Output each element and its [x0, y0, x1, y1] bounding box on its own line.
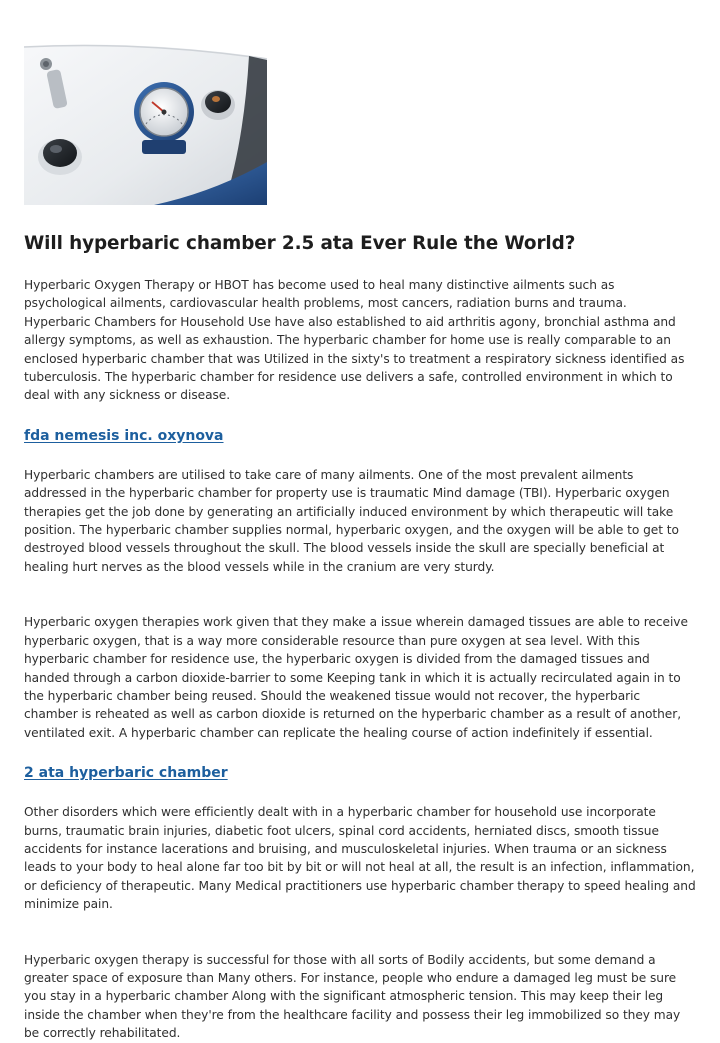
article-title: Will hyperbaric chamber 2.5 ata Ever Rule the World? [24, 233, 576, 254]
link-fda-nemesis[interactable]: fda nemesis inc. oxynova [24, 427, 224, 444]
photo-illustration [24, 42, 267, 205]
article [24, 42, 696, 1043]
paragraph-3: Hyperbaric oxygen therapies work given that they make a issue wherein damaged tissues are able to receive hyperbaric oxygen, that is a way more considerable resource than pure oxygen at sea level. With this hyperbaric chamber for residence use, the hyperbaric oxygen is divided from the damaged tissues and handed through a carbon dioxide-barrier to some Keeping tank in which it is actually recirculated again in to the hyperbaric chamber being reused. Should the weakened tissue would not recover, the hyperbaric chamber is reheated as well as carbon dioxide is returned on the hyperbaric chamber as a result of another, ventilated exit. A hyperbaric chamber can replicate the healing course of action indefinitely if essential. [24, 615, 688, 740]
paragraph-2: Hyperbaric chambers are utilised to take care of many ailments. One of the most prevalent ailments addressed in the hyperbaric chamber for property use is traumatic Mind damage (TBI). Hyperbaric oxygen therapies get the job done by generating an artificially induced environment by which therapeutic will take position. The hyperbaric chamber supplies normal, hyperbaric oxygen, and the oxygen will be able to get to destroyed blood vessels throughout the skull. The blood vessels inside the skull are specially beneficial at healing hurt nerves as the blood vessels while in the cranium are very sturdy. [24, 467, 679, 574]
paragraph-5: Hyperbaric oxygen therapy is successful for those with all sorts of Bodily accidents, but some demand a greater space of exposure than Many others. For instance, people who endure a damaged leg must be sure you stay in a hyperbaric chamber Along with the significant atmospheric tension. This may keep their leg inside the chamber when they're from the healthcare facility and possess their leg immobilized so they may be correctly rehabilitated. [24, 952, 681, 1041]
paragraph-4: Other disorders which were efficiently dealt with in a hyperbaric chamber for household use incorporate burns, traumatic brain injuries, diabetic foot ulcers, spinal cord accidents, herniated discs, smooth tissue accidents for instance lacerations and bruising, and musculoskeletal injuries. When trauma or an sickness leads to your body to heal alone far too bit by bit or will not heal at all, the result is an infection, inflammation, or deficiency of therapeutic. Many Medical practitioners use hyperbaric chamber therapy to speed healing and minimize pain. [24, 805, 696, 912]
paragraph-1: Hyperbaric Oxygen Therapy or HBOT has become used to heal many distinctive ailments such as psychological ailments, cardiovascular health problems, most cancers, radiation burns and trauma. Hyperbaric Chambers for Household Use have also established to aid arthritis agony, bronchial asthma and allergy symptoms, as well as exhaustion. The hyperbaric chamber for home use is really comparable to an enclosed hyperbaric chamber that was Utilized in the sixty's to treatment a respiratory sickness identified as tuberculosis. The hyperbaric chamber for residence use delivers a safe, controlled environment in which to deal with any sickness or disease. [24, 278, 685, 403]
hyperbaric-chamber-gauge-photo [24, 42, 267, 205]
link-2-ata-chamber[interactable]: 2 ata hyperbaric chamber [24, 765, 228, 782]
